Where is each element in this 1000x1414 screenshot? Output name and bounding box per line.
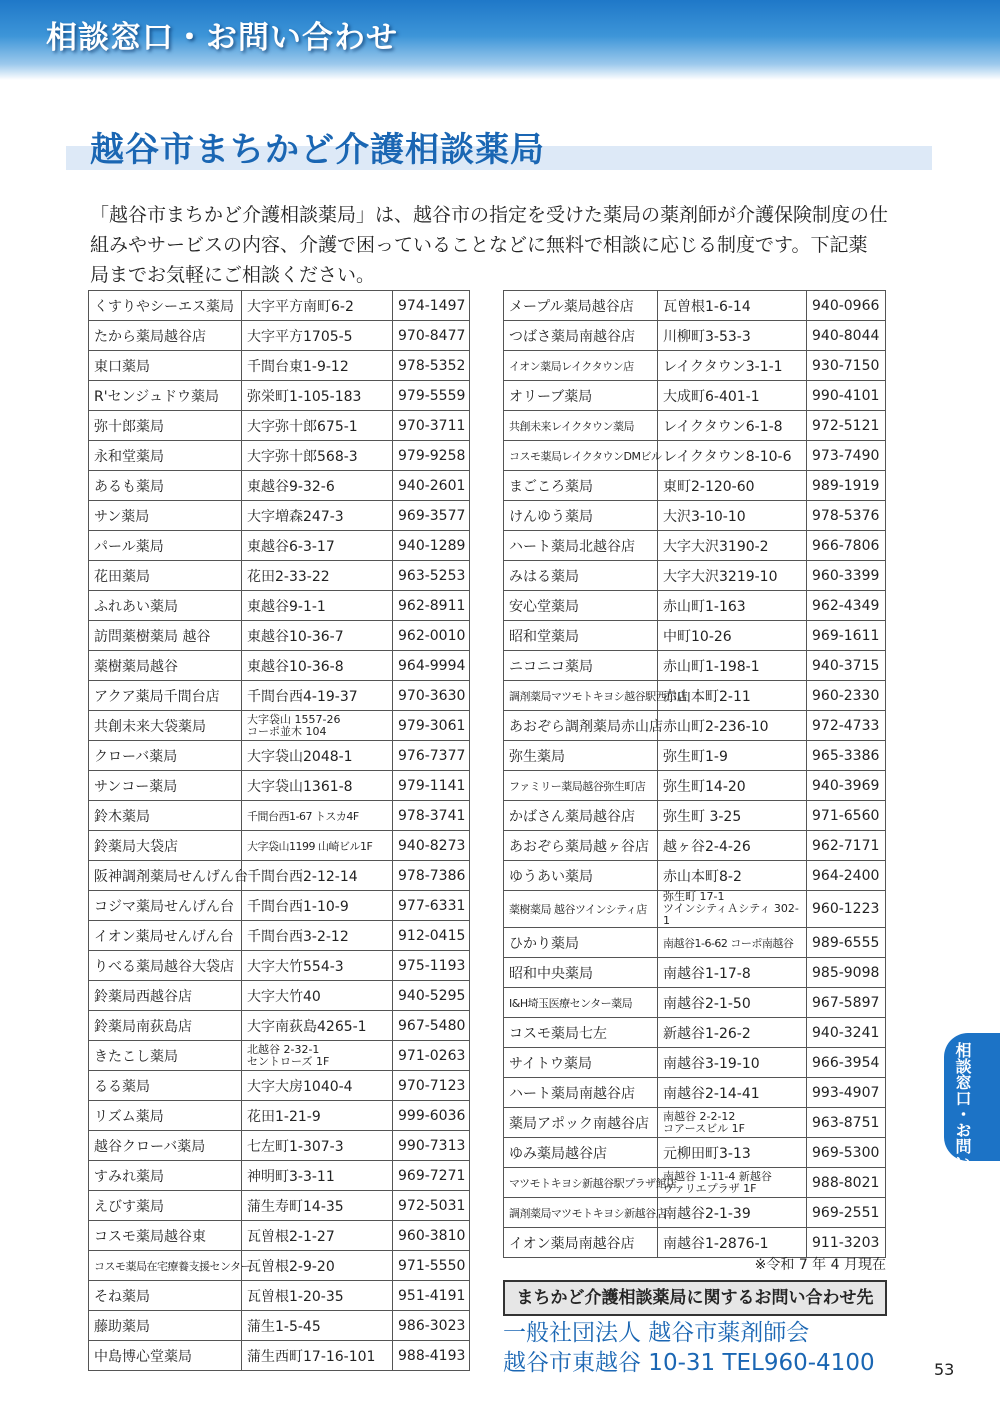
address-line: コーポ並木 104 xyxy=(247,724,327,738)
pharmacy-name: 鈴木薬局 xyxy=(89,801,242,831)
pharmacy-name: くすりやシーエス薬局 xyxy=(89,291,242,321)
table-row xyxy=(89,1071,470,1101)
table-row xyxy=(504,681,886,711)
pharmacy-phone: 988-4193 xyxy=(393,1341,470,1371)
pharmacy-name: 弥生薬局 xyxy=(504,741,658,771)
pharmacy-phone: 940-5295 xyxy=(393,981,470,1011)
table-row xyxy=(504,621,886,651)
table-row xyxy=(89,1251,470,1281)
pharmacy-phone: 964-9994 xyxy=(393,651,470,681)
table-row xyxy=(504,441,886,471)
pharmacy-address: 新越谷1-26-2 xyxy=(658,1018,807,1048)
pharmacy-name: 鈴薬局西越谷店 xyxy=(89,981,242,1011)
table-row xyxy=(89,1281,470,1311)
pharmacy-name: ふれあい薬局 xyxy=(89,591,242,621)
pharmacy-address: 弥生町1-9 xyxy=(658,741,807,771)
pharmacy-phone: 972-5121 xyxy=(807,411,886,441)
pharmacy-phone: 969-3577 xyxy=(393,501,470,531)
table-row xyxy=(89,951,470,981)
table-row xyxy=(504,591,886,621)
table-row xyxy=(89,1041,470,1071)
address-line: セントローズ 1F xyxy=(247,1054,330,1068)
table-row xyxy=(504,1168,886,1198)
table-row xyxy=(504,891,886,928)
pharmacy-address: 赤山本町8-2 xyxy=(658,861,807,891)
pharmacy-name: ゆうあい薬局 xyxy=(504,861,658,891)
pharmacy-phone: 990-4101 xyxy=(807,381,886,411)
pharmacy-name: アクア薬局千間台店 xyxy=(89,681,242,711)
table-row xyxy=(504,711,886,741)
intro-line: 組みやサービスの内容、介護で困っていることなどに無料で相談に応じる制度です。下記薬 xyxy=(90,234,868,256)
table-row xyxy=(504,351,886,381)
pharmacy-address: レイクタウン3-1-1 xyxy=(658,351,807,381)
pharmacy-phone: 951-4191 xyxy=(393,1281,470,1311)
pharmacy-address: 千間台西2-12-14 xyxy=(242,861,393,891)
pharmacy-phone: 960-3399 xyxy=(807,561,886,591)
pharmacy-name: ハート薬局南越谷店 xyxy=(504,1078,658,1108)
intro-line: 「越谷市まちかど介護相談薬局」は、越谷市の指定を受けた薬局の薬剤師が介護保険制度の仕 xyxy=(90,204,889,226)
pharmacy-name: 調剤薬局マツモトキヨシ越谷駅西口店 xyxy=(504,681,658,711)
pharmacy-phone: 964-2400 xyxy=(807,861,886,891)
pharmacy-address: 東町2-120-60 xyxy=(658,471,807,501)
pharmacy-name: サン薬局 xyxy=(89,501,242,531)
table-row xyxy=(504,988,886,1018)
side-index-tab-label: 相談窓口・お問い合わせ xyxy=(953,1042,972,1218)
pharmacy-address: 大字袋山2048-1 xyxy=(242,741,393,771)
pharmacy-name: そね薬局 xyxy=(89,1281,242,1311)
table-row xyxy=(504,1078,886,1108)
pharmacy-phone: 970-7123 xyxy=(393,1071,470,1101)
pharmacy-name: サンコー薬局 xyxy=(89,771,242,801)
pharmacy-name: 越谷クローバ薬局 xyxy=(89,1131,242,1161)
pharmacy-name: 共創未来大袋薬局 xyxy=(89,711,242,741)
table-row xyxy=(504,411,886,441)
table-row xyxy=(504,831,886,861)
pharmacy-name: えびす薬局 xyxy=(89,1191,242,1221)
table-row xyxy=(89,1221,470,1251)
pharmacy-name: オリーブ薬局 xyxy=(504,381,658,411)
table-row xyxy=(504,958,886,988)
table-row xyxy=(504,861,886,891)
pharmacy-table-left xyxy=(88,290,470,1371)
pharmacy-address: 七左町1-307-3 xyxy=(242,1131,393,1161)
pharmacy-name: 安心堂薬局 xyxy=(504,591,658,621)
as-of-note: ※令和 7 年 4 月現在 xyxy=(754,1257,886,1273)
pharmacy-phone: 967-5897 xyxy=(807,988,886,1018)
pharmacy-address: 大成町6-401-1 xyxy=(658,381,807,411)
pharmacy-name: けんゆう薬局 xyxy=(504,501,658,531)
pharmacy-address: 東越谷10-36-7 xyxy=(242,621,393,651)
pharmacy-address: 大字大沢3219-10 xyxy=(658,561,807,591)
pharmacy-address: 蒲生1-5-45 xyxy=(242,1311,393,1341)
pharmacy-address: 千間台西3-2-12 xyxy=(242,921,393,951)
pharmacy-name: コジマ薬局せんげん台 xyxy=(89,891,242,921)
pharmacy-phone: 940-8044 xyxy=(807,321,886,351)
pharmacy-name: 訪問薬樹薬局 越谷 xyxy=(89,621,242,651)
pharmacy-phone: 971-0263 xyxy=(393,1041,470,1071)
pharmacy-address: 南越谷1-17-8 xyxy=(658,958,807,988)
pharmacy-name: コスモ薬局在宅療養支援センター xyxy=(89,1251,242,1281)
pharmacy-address: 南越谷2-1-39 xyxy=(658,1198,807,1228)
pharmacy-address: 大字大沢3190-2 xyxy=(658,531,807,561)
table-row xyxy=(504,1048,886,1078)
pharmacy-phone: 940-3969 xyxy=(807,771,886,801)
pharmacy-address: 東越谷9-32-6 xyxy=(242,471,393,501)
table-row xyxy=(89,681,470,711)
header-bar xyxy=(0,0,1000,80)
pharmacy-address: 南越谷2-1-50 xyxy=(658,988,807,1018)
pharmacy-address xyxy=(242,711,393,741)
table-row xyxy=(89,291,470,321)
pharmacy-phone: 962-8911 xyxy=(393,591,470,621)
pharmacy-phone: 978-5352 xyxy=(393,351,470,381)
pharmacy-name: 昭和中央薬局 xyxy=(504,958,658,988)
pharmacy-address: 赤山町2-236-10 xyxy=(658,711,807,741)
pharmacy-name: マツモトキヨシ新越谷駅プラザ館店 xyxy=(504,1168,658,1198)
table-row xyxy=(89,891,470,921)
pharmacy-phone: 940-3715 xyxy=(807,651,886,681)
pharmacy-address: 弥栄町1-105-183 xyxy=(242,381,393,411)
pharmacy-phone: 960-2330 xyxy=(807,681,886,711)
table-row xyxy=(504,1228,886,1258)
address-line: 南越谷 1-11-4 新越谷 xyxy=(663,1169,772,1183)
table-row xyxy=(89,1311,470,1341)
pharmacy-address: 瓦曽根2-9-20 xyxy=(242,1251,393,1281)
pharmacy-phone: 974-1497 xyxy=(393,291,470,321)
table-row xyxy=(504,801,886,831)
pharmacy-address: 川柳町3-53-3 xyxy=(658,321,807,351)
table-row xyxy=(89,381,470,411)
table-row xyxy=(504,1018,886,1048)
table-row xyxy=(504,928,886,958)
pharmacy-phone: 960-1223 xyxy=(807,891,886,928)
pharmacy-phone: 979-5559 xyxy=(393,381,470,411)
pharmacy-address: 大字弥十郎568-3 xyxy=(242,441,393,471)
pharmacy-name: 花田薬局 xyxy=(89,561,242,591)
pharmacy-address: 大沢3-10-10 xyxy=(658,501,807,531)
organization-address-phone: 越谷市東越谷 10-31 TEL960-4100 xyxy=(503,1350,875,1376)
pharmacy-phone: 977-6331 xyxy=(393,891,470,921)
pharmacy-name: コスモ薬局レイクタウンDMビル xyxy=(504,441,658,471)
pharmacy-phone: 990-7313 xyxy=(393,1131,470,1161)
pharmacy-address: 赤山町1-198-1 xyxy=(658,651,807,681)
intro-line: 局までお気軽にご相談ください。 xyxy=(90,264,376,286)
address-line: 南越谷 2-2-12 xyxy=(663,1109,736,1123)
pharmacy-address: 千間台西4-19-37 xyxy=(242,681,393,711)
pharmacy-address: 大字弥十郎675-1 xyxy=(242,411,393,441)
pharmacy-address: 南越谷2-14-41 xyxy=(658,1078,807,1108)
table-row xyxy=(89,471,470,501)
pharmacy-address: 東越谷9-1-1 xyxy=(242,591,393,621)
pharmacy-address xyxy=(658,1108,807,1138)
pharmacy-address: 大字南荻島4265-1 xyxy=(242,1011,393,1041)
pharmacy-phone: 969-2551 xyxy=(807,1198,886,1228)
pharmacy-phone: 960-3810 xyxy=(393,1221,470,1251)
pharmacy-phone: 986-3023 xyxy=(393,1311,470,1341)
address-line: ヴァリエプラザ 1F xyxy=(663,1181,757,1195)
pharmacy-name: ファミリー薬局越谷弥生町店 xyxy=(504,771,658,801)
pharmacy-address: 蒲生寿町14-35 xyxy=(242,1191,393,1221)
pharmacy-phone: 940-2601 xyxy=(393,471,470,501)
table-row xyxy=(89,741,470,771)
pharmacy-name: あるも薬局 xyxy=(89,471,242,501)
table-row xyxy=(504,291,886,321)
pharmacy-address: 大字大竹554-3 xyxy=(242,951,393,981)
table-row xyxy=(89,1191,470,1221)
pharmacy-address xyxy=(658,891,807,928)
pharmacy-name: あおぞら調剤薬局赤山店 xyxy=(504,711,658,741)
pharmacy-name: ひかり薬局 xyxy=(504,928,658,958)
pharmacy-name: 昭和堂薬局 xyxy=(504,621,658,651)
table-row xyxy=(89,831,470,861)
table-row xyxy=(504,1138,886,1168)
pharmacy-address: 東越谷6-3-17 xyxy=(242,531,393,561)
pharmacy-phone: 963-8751 xyxy=(807,1108,886,1138)
pharmacy-name: 薬局アポック南越谷店 xyxy=(504,1108,658,1138)
pharmacy-name: 藤助薬局 xyxy=(89,1311,242,1341)
table-row xyxy=(89,441,470,471)
pharmacy-phone: 972-5031 xyxy=(393,1191,470,1221)
pharmacy-address: 弥生町 3-25 xyxy=(658,801,807,831)
pharmacy-address: 花田1-21-9 xyxy=(242,1101,393,1131)
pharmacy-address: 千間台東1-9-12 xyxy=(242,351,393,381)
pharmacy-name: 共創未来レイクタウン薬局 xyxy=(504,411,658,441)
table-row xyxy=(89,351,470,381)
organization-name: 一般社団法人 越谷市薬剤師会 xyxy=(503,1320,810,1346)
pharmacy-phone: 967-5480 xyxy=(393,1011,470,1041)
pharmacy-name: りべる薬局越谷大袋店 xyxy=(89,951,242,981)
address-line: 北越谷 2-32-1 xyxy=(247,1042,320,1056)
pharmacy-name: 阪神調剤薬局せんげん台 xyxy=(89,861,242,891)
pharmacy-phone: 979-9258 xyxy=(393,441,470,471)
pharmacy-phone: 971-5550 xyxy=(393,1251,470,1281)
pharmacy-name: コスモ薬局越谷東 xyxy=(89,1221,242,1251)
pharmacy-name: イオン薬局レイクタウン店 xyxy=(504,351,658,381)
pharmacy-name: 弥十郎薬局 xyxy=(89,411,242,441)
pharmacy-phone: 979-1141 xyxy=(393,771,470,801)
table-row xyxy=(89,711,470,741)
table-row xyxy=(504,531,886,561)
pharmacy-phone: 965-3386 xyxy=(807,741,886,771)
table-row xyxy=(89,651,470,681)
pharmacy-name: たから薬局越谷店 xyxy=(89,321,242,351)
pharmacy-phone: 969-7271 xyxy=(393,1161,470,1191)
pharmacy-phone: 962-7171 xyxy=(807,831,886,861)
pharmacy-address: 南越谷1-2876-1 xyxy=(658,1228,807,1258)
table-row xyxy=(89,1011,470,1041)
pharmacy-address: 瓦曽根1-20-35 xyxy=(242,1281,393,1311)
pharmacy-address: 花田2-33-22 xyxy=(242,561,393,591)
pharmacy-phone: 966-7806 xyxy=(807,531,886,561)
pharmacy-name: 薬樹薬局 越谷ツインシティ店 xyxy=(504,891,658,928)
table-row xyxy=(89,621,470,651)
pharmacy-address: 南越谷1-6-62 コーポ南越谷 xyxy=(658,928,807,958)
pharmacy-name: メープル薬局越谷店 xyxy=(504,291,658,321)
pharmacy-address: 元柳田町3-13 xyxy=(658,1138,807,1168)
pharmacy-phone: 999-6036 xyxy=(393,1101,470,1131)
pharmacy-name: 永和堂薬局 xyxy=(89,441,242,471)
pharmacy-address: 大字増森247-3 xyxy=(242,501,393,531)
table-row xyxy=(504,1198,886,1228)
address-line: ツインシティＡシティ 302-1 xyxy=(663,902,799,927)
table-row xyxy=(504,561,886,591)
pharmacy-phone: 962-0010 xyxy=(393,621,470,651)
pharmacy-phone: 970-3630 xyxy=(393,681,470,711)
table-row xyxy=(89,771,470,801)
pharmacy-name: るる薬局 xyxy=(89,1071,242,1101)
table-row xyxy=(89,501,470,531)
pharmacy-name: まごころ薬局 xyxy=(504,471,658,501)
pharmacy-phone: 988-8021 xyxy=(807,1168,886,1198)
pharmacy-address xyxy=(242,1041,393,1071)
pharmacy-phone: 940-1289 xyxy=(393,531,470,561)
table-row xyxy=(89,801,470,831)
table-row xyxy=(504,321,886,351)
pharmacy-name: イオン薬局せんげん台 xyxy=(89,921,242,951)
pharmacy-address: 中町10-26 xyxy=(658,621,807,651)
pharmacy-phone: 993-4907 xyxy=(807,1078,886,1108)
address-line: コアースビル 1F xyxy=(663,1121,745,1135)
pharmacy-address: 大字平方1705-5 xyxy=(242,321,393,351)
table-row xyxy=(89,981,470,1011)
pharmacy-name: かばさん薬局越谷店 xyxy=(504,801,658,831)
pharmacy-name: R'センジュドウ薬局 xyxy=(89,381,242,411)
pharmacy-name: みはる薬局 xyxy=(504,561,658,591)
pharmacy-phone: 971-6560 xyxy=(807,801,886,831)
pharmacy-table-right xyxy=(503,290,886,1258)
inquiry-box: まちかど介護相談薬局に関するお問い合わせ先 xyxy=(503,1280,887,1316)
pharmacy-name: コスモ薬局七左 xyxy=(504,1018,658,1048)
pharmacy-address: 瓦曽根2-1-27 xyxy=(242,1221,393,1251)
pharmacy-address: 大字大竹40 xyxy=(242,981,393,1011)
address-line: 大字袋山 1557-26 xyxy=(247,712,341,726)
pharmacy-name: パール薬局 xyxy=(89,531,242,561)
header-title: 相談窓口・お問い合わせ xyxy=(46,20,398,56)
table-row xyxy=(89,321,470,351)
pharmacy-phone: 969-5300 xyxy=(807,1138,886,1168)
table-row xyxy=(89,1161,470,1191)
pharmacy-phone: 978-5376 xyxy=(807,501,886,531)
pharmacy-phone: 989-6555 xyxy=(807,928,886,958)
table-row xyxy=(504,471,886,501)
pharmacy-name: サイトウ薬局 xyxy=(504,1048,658,1078)
pharmacy-phone: 963-5253 xyxy=(393,561,470,591)
pharmacy-address: 赤山町1-163 xyxy=(658,591,807,621)
pharmacy-name: きたこし薬局 xyxy=(89,1041,242,1071)
pharmacy-name: ハート薬局北越谷店 xyxy=(504,531,658,561)
pharmacy-name: 鈴薬局南荻島店 xyxy=(89,1011,242,1041)
table-row xyxy=(89,921,470,951)
table-row xyxy=(89,591,470,621)
pharmacy-address: 越ヶ谷2-4-26 xyxy=(658,831,807,861)
pharmacy-phone: 966-3954 xyxy=(807,1048,886,1078)
pharmacy-address: 南越谷3-19-10 xyxy=(658,1048,807,1078)
pharmacy-phone: 930-7150 xyxy=(807,351,886,381)
pharmacy-phone: 962-4349 xyxy=(807,591,886,621)
table-row xyxy=(504,741,886,771)
pharmacy-phone: 973-7490 xyxy=(807,441,886,471)
page-number: 53 xyxy=(934,1360,955,1379)
table-row xyxy=(89,861,470,891)
pharmacy-name: 調剤薬局マツモトキヨシ新越谷店 xyxy=(504,1198,658,1228)
pharmacy-name: つばさ薬局南越谷店 xyxy=(504,321,658,351)
pharmacy-phone: 979-3061 xyxy=(393,711,470,741)
pharmacy-phone: 989-1919 xyxy=(807,471,886,501)
pharmacy-address: 千間台西1-10-9 xyxy=(242,891,393,921)
pharmacy-name: ニコニコ薬局 xyxy=(504,651,658,681)
pharmacy-address: 東越谷10-36-8 xyxy=(242,651,393,681)
pharmacy-name: ゆみ薬局越谷店 xyxy=(504,1138,658,1168)
pharmacy-address: 神明町3-3-11 xyxy=(242,1161,393,1191)
pharmacy-name: イオン薬局南越谷店 xyxy=(504,1228,658,1258)
pharmacy-name: 東口薬局 xyxy=(89,351,242,381)
pharmacy-name: リズム薬局 xyxy=(89,1101,242,1131)
table-row xyxy=(504,651,886,681)
address-line: 弥生町 17-1 xyxy=(663,890,725,903)
pharmacy-phone: 970-3711 xyxy=(393,411,470,441)
pharmacy-address: レイクタウン8-10-6 xyxy=(658,441,807,471)
table-row xyxy=(89,561,470,591)
pharmacy-phone: 975-1193 xyxy=(393,951,470,981)
pharmacy-phone: 969-1611 xyxy=(807,621,886,651)
pharmacy-name: 鈴薬局大袋店 xyxy=(89,831,242,861)
pharmacy-phone: 912-0415 xyxy=(393,921,470,951)
intro-paragraph xyxy=(90,200,890,290)
pharmacy-address: 大字袋山1361-8 xyxy=(242,771,393,801)
pharmacy-address: 大字大房1040-4 xyxy=(242,1071,393,1101)
section-title: 越谷市まちかど介護相談薬局 xyxy=(90,130,545,170)
pharmacy-address: 瓦曽根1-6-14 xyxy=(658,291,807,321)
pharmacy-phone: 972-4733 xyxy=(807,711,886,741)
table-row xyxy=(504,501,886,531)
pharmacy-address: 弥生町14-20 xyxy=(658,771,807,801)
pharmacy-phone: 985-9098 xyxy=(807,958,886,988)
pharmacy-phone: 970-8477 xyxy=(393,321,470,351)
pharmacy-address: 大字平方南町6-2 xyxy=(242,291,393,321)
pharmacy-phone: 940-8273 xyxy=(393,831,470,861)
pharmacy-address: 蒲生西町17-16-101 xyxy=(242,1341,393,1371)
pharmacy-phone: 940-3241 xyxy=(807,1018,886,1048)
pharmacy-name: 薬樹薬局越谷 xyxy=(89,651,242,681)
pharmacy-phone: 978-3741 xyxy=(393,801,470,831)
table-row xyxy=(504,381,886,411)
pharmacy-phone: 911-3203 xyxy=(807,1228,886,1258)
pharmacy-name: あおぞら薬局越ヶ谷店 xyxy=(504,831,658,861)
pharmacy-phone: 940-0966 xyxy=(807,291,886,321)
table-row xyxy=(504,771,886,801)
table-row xyxy=(89,531,470,561)
table-row xyxy=(89,1341,470,1371)
table-row xyxy=(504,1108,886,1138)
pharmacy-name: すみれ薬局 xyxy=(89,1161,242,1191)
pharmacy-address: 大字袋山1199 山崎ビル1F xyxy=(242,831,393,861)
table-row xyxy=(89,1131,470,1161)
pharmacy-name: 中島博心堂薬局 xyxy=(89,1341,242,1371)
pharmacy-phone: 978-7386 xyxy=(393,861,470,891)
pharmacy-address xyxy=(658,1168,807,1198)
pharmacy-address: レイクタウン6-1-8 xyxy=(658,411,807,441)
pharmacy-address: 千間台西1-67 トスカ4F xyxy=(242,801,393,831)
pharmacy-address: 赤山本町2-11 xyxy=(658,681,807,711)
table-row xyxy=(89,1101,470,1131)
pharmacy-phone: 976-7377 xyxy=(393,741,470,771)
table-row xyxy=(89,411,470,441)
pharmacy-name: クローバ薬局 xyxy=(89,741,242,771)
pharmacy-name: I&H埼玉医療センター薬局 xyxy=(504,988,658,1018)
organization-info xyxy=(503,1318,875,1378)
